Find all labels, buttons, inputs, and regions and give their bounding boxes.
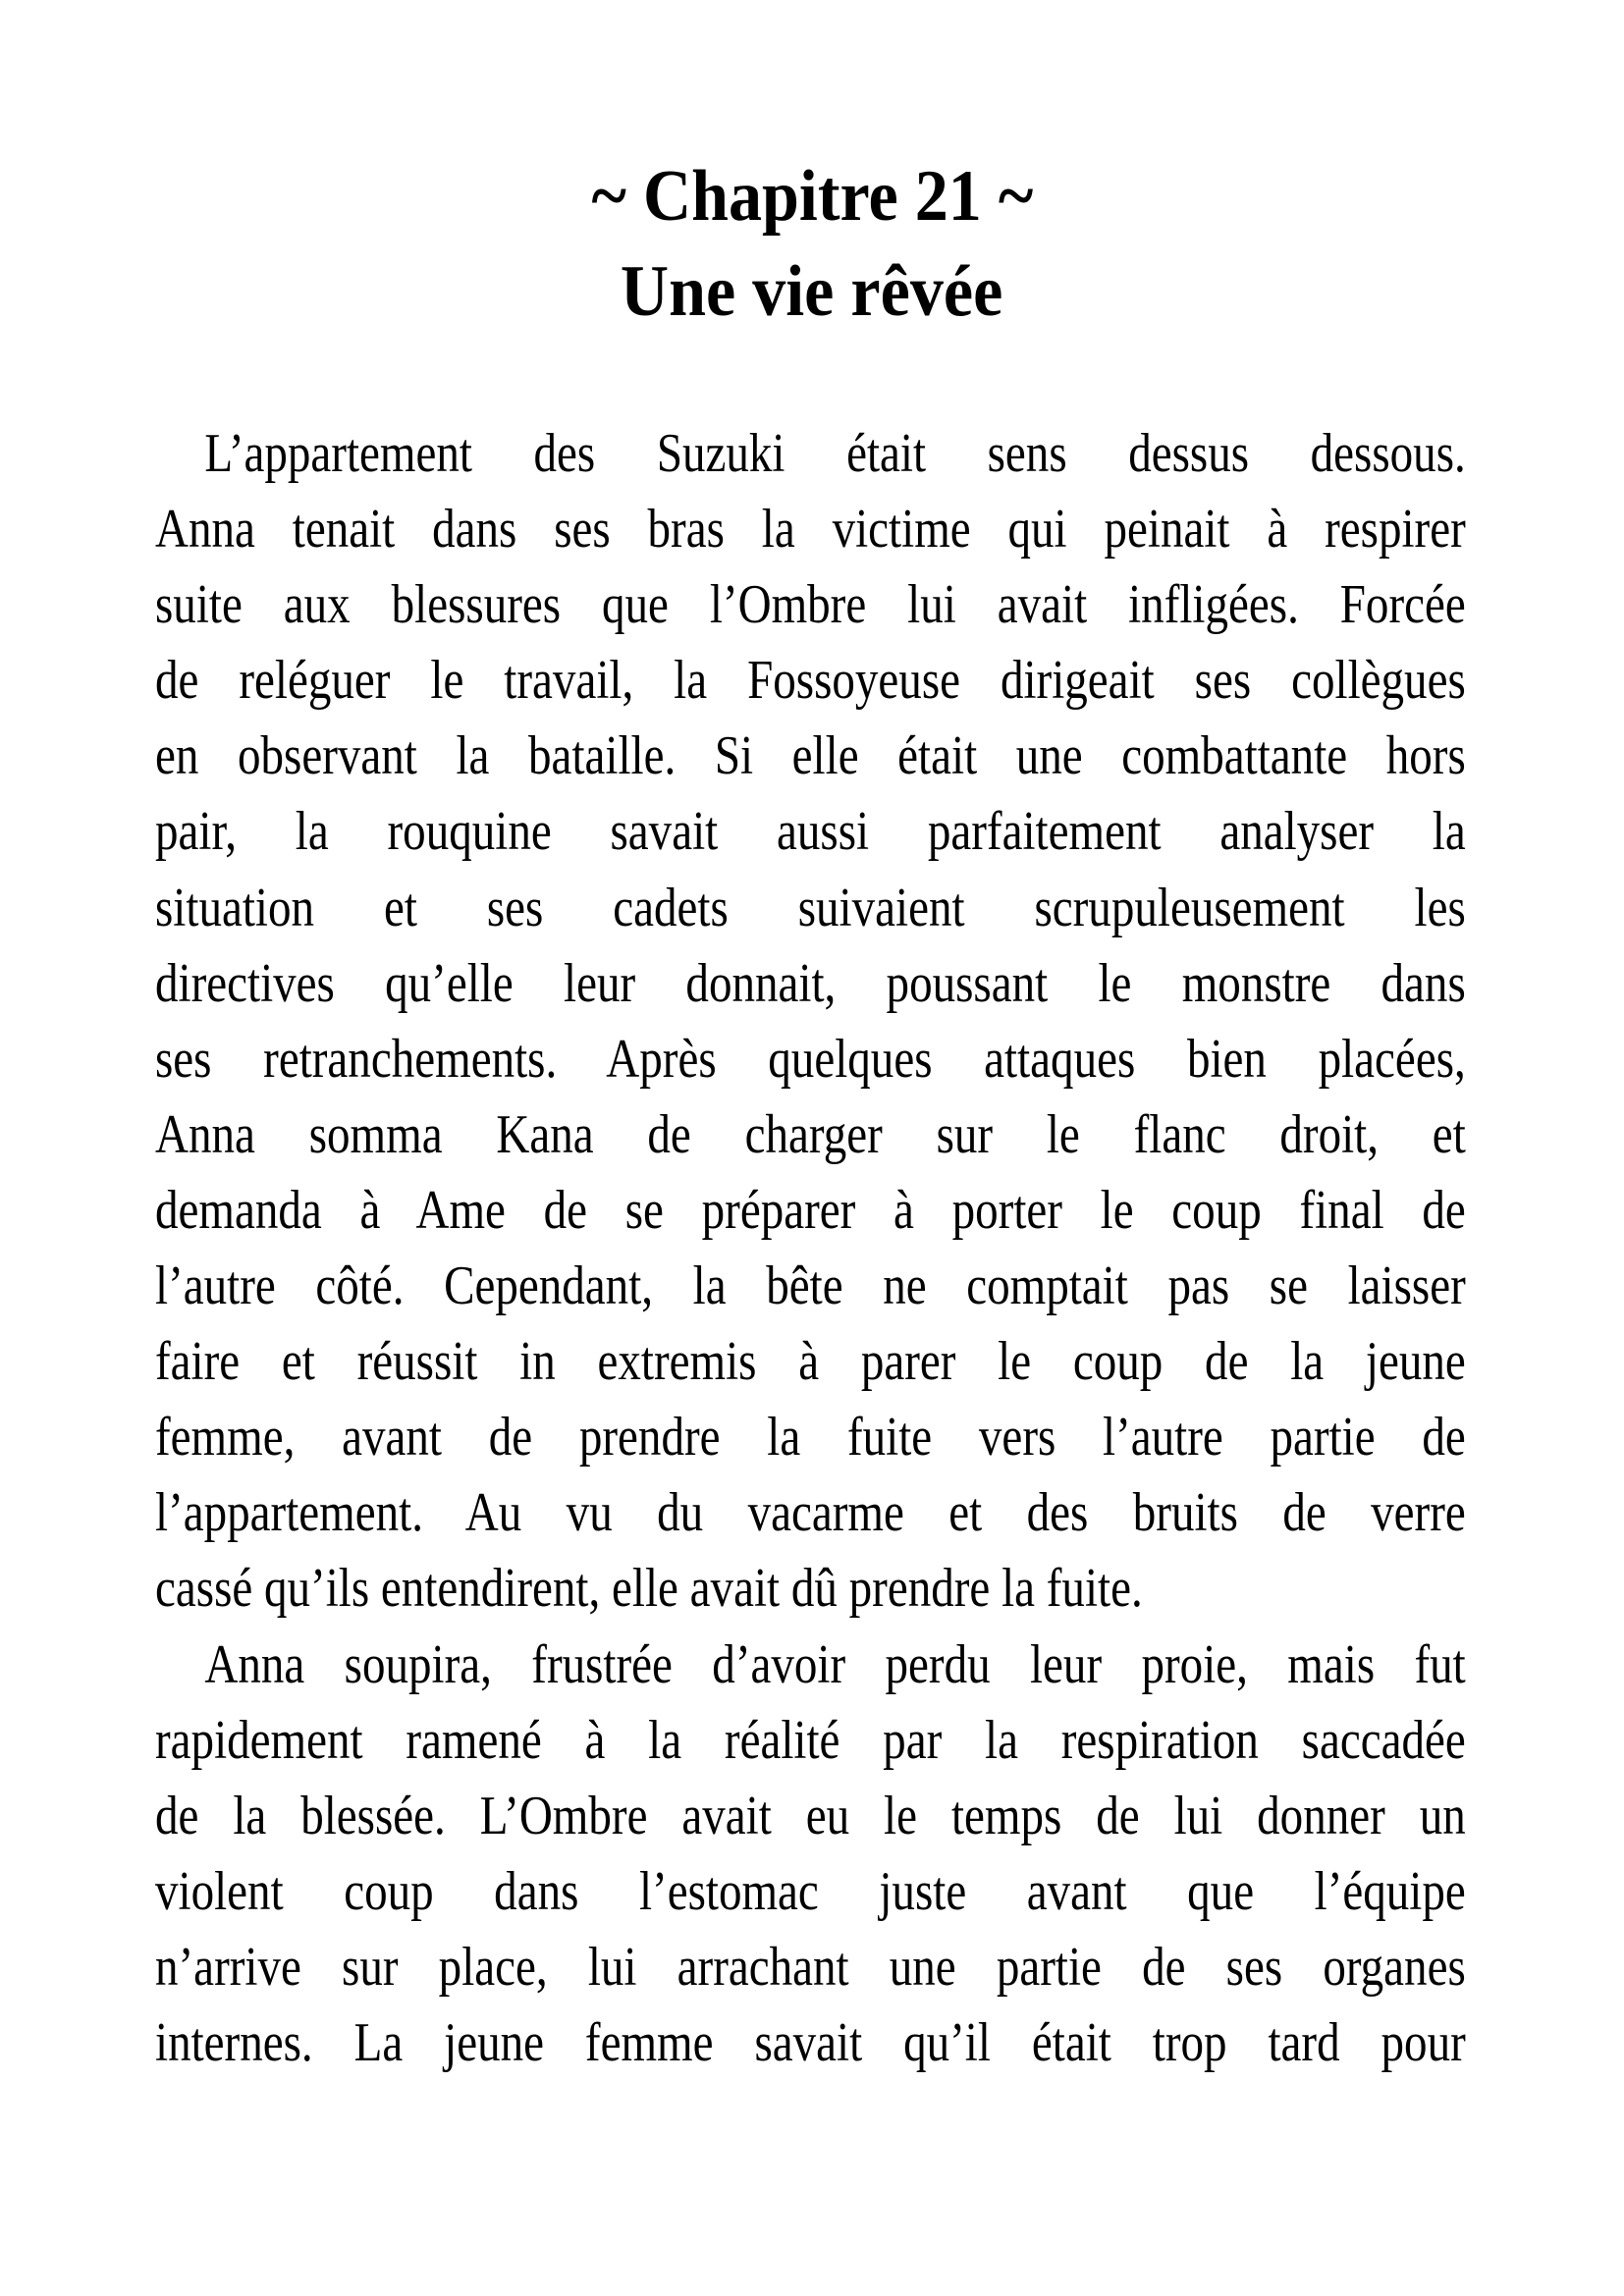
text-line: internes. La jeune femme savait qu’il était trop tard pour bbox=[155, 2011, 1466, 2073]
text-line: l’appartement. Au vu du vacarme et des bruits de verre bbox=[155, 1482, 1466, 1544]
text-line: de la blessée. L’Ombre avait eu le temps de lui donner un bbox=[155, 1785, 1466, 1846]
text-line: l’autre côté. Cependant, la bête ne comptait pas se laisser bbox=[155, 1255, 1466, 1317]
text-line: ses retranchements. Après quelques attaques bien placées, bbox=[155, 1028, 1466, 1090]
text-line: de reléguer le travail, la Fossoyeuse dirigeait ses collègues bbox=[155, 650, 1466, 712]
paragraph-2-line bbox=[155, 1854, 1466, 1930]
paragraph-1-line bbox=[155, 1249, 1466, 1324]
text-line: pair, la rouquine savait aussi parfaitement analyser la bbox=[155, 801, 1466, 863]
text-line: violent coup dans l’estomac juste avant que l’équipe bbox=[155, 1860, 1466, 1922]
chapter-body bbox=[155, 416, 1466, 2081]
paragraph-1-line bbox=[155, 871, 1466, 946]
paragraph-2-line bbox=[155, 1703, 1466, 1779]
text-line: Anna tenait dans ses bras la victime qui peinait à respirer bbox=[155, 499, 1466, 561]
paragraph-1-line bbox=[155, 1475, 1466, 1551]
paragraph-2-line bbox=[155, 1779, 1466, 1854]
paragraph-1-line bbox=[155, 1022, 1466, 1097]
paragraph-1-line bbox=[155, 492, 1466, 567]
paragraph-1-line bbox=[155, 643, 1466, 719]
paragraph-2-line bbox=[155, 2005, 1466, 2081]
chapter-number-text: ~ Chapitre 21 ~ bbox=[591, 156, 1033, 237]
chapter-title-text: Une vie rêvée bbox=[621, 251, 1003, 332]
text-line: L’appartement des Suzuki était sens dessus dessous. bbox=[204, 423, 1466, 484]
text-line: femme, avant de prendre la fuite vers l’autre partie de bbox=[155, 1407, 1466, 1468]
text-line: Anna somma Kana de charger sur le flanc droit, et bbox=[155, 1103, 1466, 1165]
paragraph-1-line bbox=[155, 1324, 1466, 1400]
paragraph-1-line bbox=[155, 719, 1466, 794]
paragraph-2-line bbox=[155, 1930, 1466, 2005]
text-line: faire et réussit in extremis à parer le coup de la jeune bbox=[155, 1331, 1466, 1393]
paragraph-1-last-line bbox=[155, 1551, 1466, 1627]
text-line: en observant la bataille. Si elle était une combattante hors bbox=[155, 725, 1466, 787]
paragraph-1-line bbox=[155, 1173, 1466, 1249]
paragraph-1-line bbox=[155, 1400, 1466, 1475]
paragraph-1-line bbox=[155, 416, 1466, 492]
text-line: cassé qu’ils entendirent, elle avait dû prendre la fuite. bbox=[155, 1558, 1143, 1620]
text-line: situation et ses cadets suivaient scrupuleusement les bbox=[155, 877, 1466, 938]
chapter-number-heading bbox=[0, 152, 1624, 240]
text-line: demanda à Ame de se préparer à porter le coup final de bbox=[155, 1179, 1466, 1241]
chapter-title bbox=[0, 247, 1624, 336]
paragraph-1-line bbox=[155, 567, 1466, 643]
text-line: directives qu’elle leur donnait, poussant le monstre dans bbox=[155, 952, 1466, 1014]
text-line: suite aux blessures que l’Ombre lui avait infligées. Forcée bbox=[155, 574, 1466, 636]
text-line: n’arrive sur place, lui arrachant une partie de ses organes bbox=[155, 1936, 1466, 1998]
text-line: rapidement ramené à la réalité par la respiration saccadée bbox=[155, 1709, 1466, 1771]
paragraph-1-line bbox=[155, 1097, 1466, 1173]
paragraph-1-line bbox=[155, 946, 1466, 1022]
paragraph-2-line bbox=[155, 1628, 1466, 1703]
paragraph-1-line bbox=[155, 794, 1466, 870]
text-line: Anna soupira, frustrée d’avoir perdu leur proie, mais fut bbox=[204, 1633, 1466, 1695]
